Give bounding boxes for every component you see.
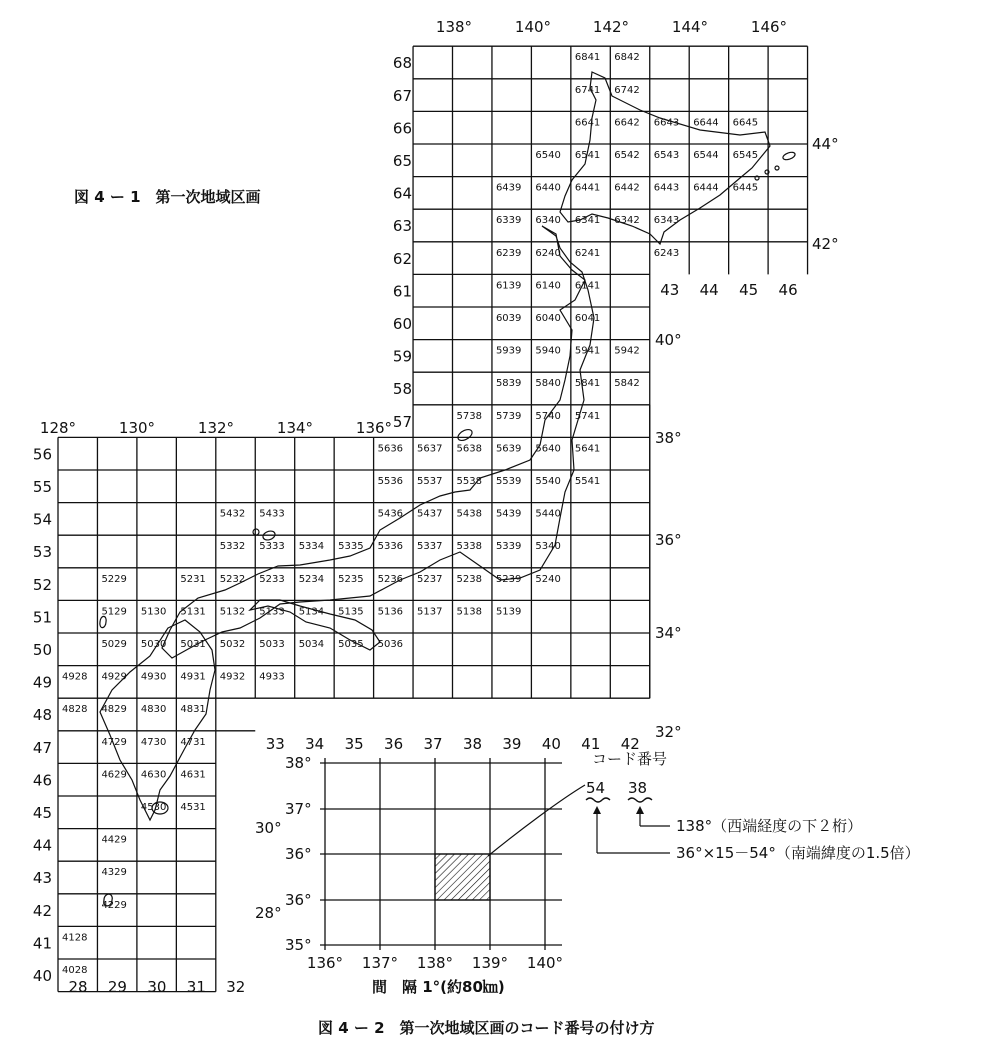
code-label: 28 bbox=[68, 978, 88, 996]
mesh-code-label: 5135 bbox=[338, 606, 364, 618]
mesh-code-label: 5437 bbox=[417, 508, 443, 520]
lat-label: 30° bbox=[255, 819, 282, 837]
mesh-code-label: 5639 bbox=[495, 443, 522, 455]
code-label: 52 bbox=[32, 575, 52, 594]
mesh-code-label: 5339 bbox=[495, 541, 522, 553]
mesh-code-label: 5033 bbox=[259, 639, 285, 650]
figure-4-1-title: 図 4 ー 1 第一次地域区画 bbox=[74, 188, 261, 206]
mesh-code-label: 5637 bbox=[417, 443, 443, 455]
mesh-code-label: 4229 bbox=[101, 899, 127, 911]
mesh-code-label: 5433 bbox=[259, 508, 285, 520]
code-label: 61 bbox=[392, 282, 412, 301]
mesh-code-label: 6341 bbox=[574, 215, 601, 227]
mesh-code-label: 4729 bbox=[101, 736, 127, 748]
code-label: 36 bbox=[384, 735, 404, 753]
mesh-code-label: 4429 bbox=[101, 834, 127, 846]
mesh-code-label: 5333 bbox=[259, 541, 285, 553]
code-label: 39 bbox=[502, 735, 522, 753]
mesh-code-label: 5438 bbox=[456, 508, 482, 520]
code-label: 43 bbox=[32, 869, 52, 888]
mesh-code-label: 6140 bbox=[535, 280, 561, 292]
lat-label: 28° bbox=[255, 904, 282, 922]
code-label: 55 bbox=[32, 478, 52, 496]
code-label: 51 bbox=[32, 608, 52, 627]
code-label: 37 bbox=[423, 735, 443, 753]
code-digits-lat: 54 bbox=[586, 779, 606, 797]
inset-lat-label: 36° bbox=[285, 891, 312, 909]
mesh-code-label: 6842 bbox=[614, 52, 640, 64]
code-note-latitude: 36°×15－54°（南端緯度の1.5倍） bbox=[676, 844, 920, 862]
pointer-line bbox=[488, 785, 585, 856]
inset-lon-label: 137° bbox=[361, 954, 399, 972]
lat-label: 40° bbox=[655, 331, 682, 349]
mesh-code-label: 6544 bbox=[693, 150, 719, 161]
mesh-code-label: 5136 bbox=[377, 606, 404, 618]
mesh-code-label: 4631 bbox=[180, 769, 206, 781]
code-header: コード番号 bbox=[592, 750, 668, 768]
mesh-code-label: 6041 bbox=[574, 313, 601, 324]
mesh-code-label: 6642 bbox=[614, 117, 640, 129]
mesh-code-label: 5939 bbox=[495, 345, 522, 357]
mesh-code-label: 6443 bbox=[653, 182, 680, 194]
code-label: 38 bbox=[462, 735, 483, 753]
mesh-code-label: 4530 bbox=[140, 802, 167, 813]
mesh-code-label: 5035 bbox=[338, 639, 364, 650]
mesh-code-label: 5231 bbox=[180, 573, 206, 585]
mesh-code-label: 6545 bbox=[732, 150, 759, 161]
mesh-code-label: 4329 bbox=[101, 867, 127, 879]
code-label: 32 bbox=[226, 978, 246, 996]
mesh-code-label: 5738 bbox=[456, 410, 482, 422]
column-code-labels bbox=[68, 281, 797, 996]
mesh-code-label: 6342 bbox=[614, 215, 640, 227]
mesh-code-label: 6439 bbox=[495, 182, 522, 194]
lon-label: 146° bbox=[750, 18, 788, 36]
mesh-code-label: 5641 bbox=[574, 443, 601, 455]
inset-lat-label: 35° bbox=[285, 936, 312, 954]
mesh-code-label: 5340 bbox=[535, 541, 561, 553]
mesh-code-label: 5638 bbox=[456, 443, 482, 455]
code-label: 53 bbox=[32, 543, 52, 562]
code-label: 43 bbox=[660, 281, 680, 299]
mesh-code-label: 4831 bbox=[180, 704, 206, 716]
mesh-code-label: 6139 bbox=[495, 280, 522, 292]
code-label: 67 bbox=[392, 86, 412, 105]
lon-label: 144° bbox=[671, 18, 709, 36]
mesh-code-label: 4932 bbox=[219, 671, 246, 683]
mesh-code-label: 5239 bbox=[495, 573, 522, 585]
code-label: 34 bbox=[305, 735, 325, 753]
mesh-code-label: 5537 bbox=[417, 476, 443, 487]
code-label: 46 bbox=[778, 281, 798, 299]
mesh-code-label: 5234 bbox=[298, 573, 325, 585]
mesh-code-label: 5137 bbox=[417, 606, 443, 618]
code-label: 41 bbox=[581, 735, 601, 753]
mesh-code-label: 6641 bbox=[574, 117, 601, 129]
mesh-code-label: 4128 bbox=[62, 932, 88, 944]
mesh-code-label: 5229 bbox=[101, 573, 127, 585]
lon-label: 134° bbox=[276, 419, 314, 437]
lat-label: 42° bbox=[812, 235, 839, 253]
mesh-code-label: 5842 bbox=[614, 378, 640, 390]
inset-lon-label: 139° bbox=[471, 954, 509, 972]
mesh-code-label: 4531 bbox=[180, 802, 206, 813]
longitude-labels-top bbox=[436, 18, 787, 36]
mesh-code-label: 5739 bbox=[495, 410, 522, 422]
mesh-code-label: 5034 bbox=[298, 639, 325, 650]
mesh-code-label: 5741 bbox=[574, 410, 601, 422]
lon-label: 140° bbox=[514, 18, 552, 36]
mesh-code-label: 5840 bbox=[535, 378, 561, 390]
mesh-code-label: 5436 bbox=[377, 508, 404, 520]
mesh-code-label: 5031 bbox=[180, 639, 206, 650]
code-label: 35 bbox=[344, 735, 364, 753]
code-label: 57 bbox=[392, 412, 412, 431]
mesh-code-label: 6645 bbox=[732, 117, 759, 129]
mesh-code-label: 6441 bbox=[574, 182, 601, 194]
mesh-code-label: 5636 bbox=[377, 443, 404, 455]
mesh-code-label: 4928 bbox=[62, 671, 88, 683]
code-label: 68 bbox=[392, 54, 412, 73]
mesh-code-label: 4830 bbox=[140, 704, 167, 716]
mesh-code-label: 5233 bbox=[259, 573, 285, 585]
mesh-code-label: 6841 bbox=[574, 52, 601, 64]
mesh-code-label: 4829 bbox=[101, 704, 127, 716]
mesh-code-label: 5238 bbox=[456, 573, 482, 585]
mesh-code-label: 5432 bbox=[219, 508, 246, 520]
mesh-code-label: 5029 bbox=[101, 639, 127, 650]
mesh-code-label: 6243 bbox=[653, 247, 680, 259]
mesh-code-label: 6444 bbox=[693, 182, 719, 194]
inset-lat-label: 38° bbox=[285, 754, 312, 772]
lat-label: 34° bbox=[655, 624, 682, 642]
mesh-code-label: 5538 bbox=[456, 476, 482, 487]
mesh-code-label: 5139 bbox=[495, 606, 522, 618]
mesh-code-label: 5235 bbox=[338, 573, 364, 585]
code-label: 54 bbox=[32, 510, 52, 529]
code-label: 31 bbox=[186, 978, 206, 996]
mesh-code-label: 5132 bbox=[219, 606, 246, 618]
inset-lon-label: 138° bbox=[416, 954, 454, 972]
mesh-code-label: 5541 bbox=[574, 476, 601, 487]
mesh-code-label: 6241 bbox=[574, 247, 601, 259]
mesh-code-label: 4931 bbox=[180, 671, 206, 683]
mesh-code-label: 6644 bbox=[693, 117, 719, 129]
lat-label: 32° bbox=[655, 723, 682, 741]
inset-lon-label: 140° bbox=[526, 954, 564, 972]
code-label: 44 bbox=[699, 281, 719, 299]
mesh-code-label: 5131 bbox=[180, 606, 206, 618]
mesh-code-label: 5942 bbox=[614, 345, 640, 357]
mesh-code-label: 5536 bbox=[377, 476, 404, 487]
code-digits-lon: 38 bbox=[628, 779, 648, 797]
lat-label: 36° bbox=[655, 531, 682, 549]
lon-label: 130° bbox=[118, 419, 156, 437]
mesh-code-label: 5337 bbox=[417, 541, 443, 553]
mesh-code-label: 5130 bbox=[140, 606, 167, 618]
mesh-code-label: 6141 bbox=[574, 280, 601, 292]
mesh-code-label: 5237 bbox=[417, 573, 443, 585]
mesh-code-label: 6343 bbox=[653, 215, 680, 227]
mesh-code-label: 5036 bbox=[377, 639, 404, 650]
mesh-code-label: 6445 bbox=[732, 182, 759, 194]
mesh-code-label: 6340 bbox=[535, 215, 561, 227]
lon-label: 136° bbox=[355, 419, 393, 437]
lon-label: 142° bbox=[592, 18, 630, 36]
code-label: 33 bbox=[265, 735, 285, 753]
mesh-code-label: 4629 bbox=[101, 769, 127, 781]
lon-label: 138° bbox=[435, 18, 473, 36]
mesh-code-label: 6742 bbox=[614, 84, 640, 96]
lon-label: 128° bbox=[39, 419, 77, 437]
mesh-code-label: 6542 bbox=[614, 150, 640, 161]
mesh-code-label: 6240 bbox=[535, 247, 561, 259]
code-label: 44 bbox=[32, 836, 52, 855]
lat-label: 44° bbox=[812, 135, 839, 153]
mesh-code-label: 5940 bbox=[535, 345, 561, 357]
code-label: 66 bbox=[392, 119, 412, 138]
mesh-code-label: 5134 bbox=[298, 606, 325, 618]
mesh-code-label: 4929 bbox=[101, 671, 127, 683]
mesh-code-label: 6643 bbox=[653, 117, 680, 129]
mesh-code-label: 5032 bbox=[219, 639, 246, 650]
mesh-code-label: 4731 bbox=[180, 736, 206, 748]
mesh-code-label: 5841 bbox=[574, 378, 601, 390]
mesh-code-label: 6040 bbox=[535, 313, 561, 324]
longitude-labels-mid bbox=[40, 419, 392, 437]
lat-label: 38° bbox=[655, 429, 682, 447]
spacing-label: 間 隔 1°(約80㎞) bbox=[372, 978, 505, 996]
mesh-code-label: 6741 bbox=[574, 84, 601, 96]
mesh-code-label: 4028 bbox=[62, 965, 88, 976]
code-label: 40 bbox=[541, 735, 561, 753]
code-label: 30 bbox=[147, 978, 167, 996]
code-label: 63 bbox=[392, 217, 412, 236]
code-label: 48 bbox=[32, 706, 52, 725]
inset-lon-label: 136° bbox=[306, 954, 344, 972]
mesh-code-label: 5540 bbox=[535, 476, 561, 487]
mesh-code-label: 5539 bbox=[495, 476, 522, 487]
mesh-code-label: 5334 bbox=[298, 541, 325, 553]
code-label: 42 bbox=[620, 735, 640, 753]
mesh-code-label: 5941 bbox=[574, 345, 601, 357]
code-label: 58 bbox=[392, 380, 412, 399]
code-label: 65 bbox=[392, 152, 412, 170]
mesh-code-label: 5336 bbox=[377, 541, 404, 553]
code-label: 45 bbox=[32, 804, 52, 822]
mesh-code-label: 5232 bbox=[219, 573, 246, 585]
mesh-code-label: 4828 bbox=[62, 704, 88, 716]
mesh-code-label: 5439 bbox=[495, 508, 522, 520]
code-label: 45 bbox=[739, 281, 759, 299]
code-label: 47 bbox=[32, 738, 52, 757]
code-label: 64 bbox=[392, 184, 412, 203]
code-label: 40 bbox=[32, 967, 52, 985]
code-label: 46 bbox=[32, 771, 52, 790]
mesh-code-label: 4730 bbox=[140, 736, 167, 748]
code-note-longitude: 138°（西端経度の下２桁） bbox=[676, 817, 863, 835]
mesh-code-label: 5129 bbox=[101, 606, 127, 618]
mesh-code-label: 6543 bbox=[653, 150, 680, 161]
mesh-code-label: 5133 bbox=[259, 606, 285, 618]
mesh-code-label: 5138 bbox=[456, 606, 482, 618]
code-label: 56 bbox=[32, 445, 52, 464]
mesh-code-label: 5839 bbox=[495, 378, 522, 390]
mesh-code-label: 5236 bbox=[377, 573, 404, 585]
code-label: 41 bbox=[32, 934, 52, 953]
inset-lat-label: 36° bbox=[285, 845, 312, 863]
code-label: 29 bbox=[107, 978, 127, 996]
mesh-code-label: 5240 bbox=[535, 573, 561, 585]
mesh-code-label: 6540 bbox=[535, 150, 561, 161]
figure-4-2-title: 図 4 ー 2 第一次地域区画のコード番号の付け方 bbox=[318, 1019, 655, 1037]
inset-diagram bbox=[285, 750, 920, 996]
mesh-code-label: 5332 bbox=[219, 541, 246, 553]
mesh-code-label: 5640 bbox=[535, 443, 561, 455]
lon-label: 132° bbox=[197, 419, 235, 437]
mesh-code-label: 6339 bbox=[495, 215, 522, 227]
inset-lat-label: 37° bbox=[285, 800, 312, 818]
code-label: 42 bbox=[32, 901, 52, 920]
mesh-code-label: 5440 bbox=[535, 508, 561, 520]
mesh-code-label: 5740 bbox=[535, 410, 561, 422]
mesh-code-label: 5030 bbox=[140, 639, 167, 650]
code-label: 60 bbox=[392, 315, 412, 333]
code-label: 50 bbox=[32, 641, 52, 659]
mesh-code-label: 4930 bbox=[140, 671, 167, 683]
mesh-code-label: 6039 bbox=[495, 313, 522, 324]
mesh-code-label: 5338 bbox=[456, 541, 482, 553]
mesh-code-label: 5335 bbox=[338, 541, 364, 553]
code-label: 59 bbox=[392, 347, 412, 366]
mesh-code-label: 4630 bbox=[140, 769, 167, 781]
mesh-code-label: 6541 bbox=[574, 150, 601, 161]
mesh-code-label: 6440 bbox=[535, 182, 561, 194]
mesh-code-label: 6442 bbox=[614, 182, 640, 194]
mesh-code-label: 4933 bbox=[259, 671, 285, 683]
code-label: 62 bbox=[392, 249, 412, 268]
highlighted-mesh bbox=[435, 854, 490, 900]
mesh-code-label: 6239 bbox=[495, 247, 522, 259]
code-label: 49 bbox=[32, 673, 52, 692]
